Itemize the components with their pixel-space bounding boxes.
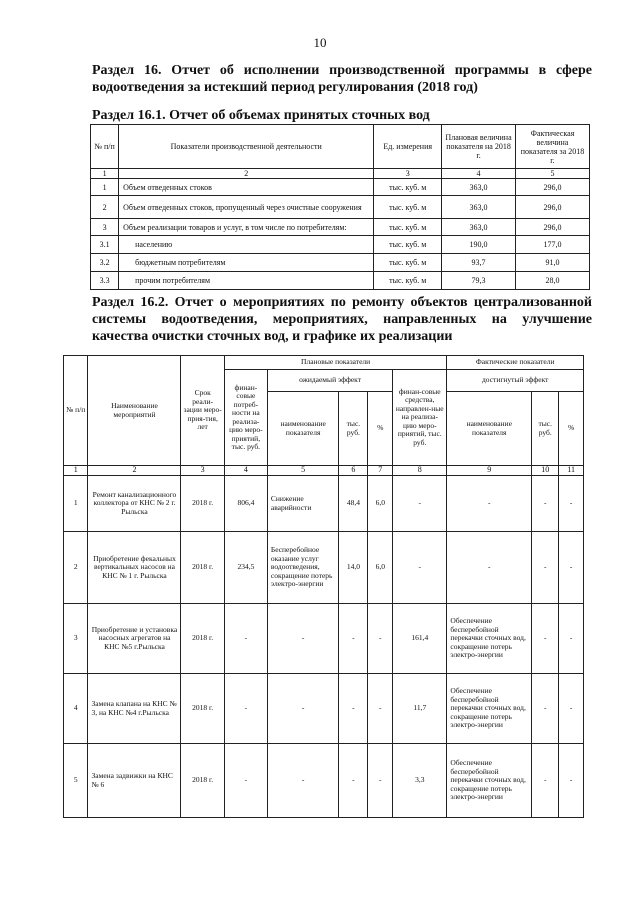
row-number: 3.1	[91, 236, 119, 254]
section-16-1-title: Раздел 16.1. Отчет об объемах принятых сточных вод	[92, 108, 430, 123]
header-fact-rub: тыс. руб.	[532, 392, 559, 466]
row-fact-rub: -	[532, 476, 559, 532]
row-number: 3.3	[91, 272, 119, 290]
column-number: 2	[88, 466, 181, 476]
row-unit: тыс. куб. м	[374, 179, 442, 196]
row-plan-finance: -	[224, 744, 267, 818]
header-measure-name: Наименование мероприятий	[88, 356, 181, 466]
row-number: 3	[91, 219, 119, 236]
column-number: 6	[339, 466, 368, 476]
row-number: 2	[91, 196, 119, 219]
row-fact-percent: -	[559, 532, 584, 604]
header-plan-indicator: наименование показателя	[267, 392, 339, 466]
column-number: 5	[516, 169, 590, 179]
header-number: № п/п	[91, 125, 119, 169]
row-fact-rub: -	[532, 674, 559, 744]
row-fact: 296,0	[516, 219, 590, 236]
table-row	[91, 196, 590, 219]
column-number-row	[64, 466, 584, 476]
header-fact-finance: финан-совые средства, направлен-ные на реализа-цию меро-приятий, тыс. руб.	[393, 370, 447, 466]
section-16-2-title: Раздел 16.2. Отчет о мероприятиях по ремонту объектов централизованной системы водоотведения, мероприятиях, направленных на улучшение качества очистки сточных вод, и графике их реализации	[92, 295, 592, 344]
table-row	[64, 476, 584, 532]
row-plan-indicator: -	[267, 604, 339, 674]
row-plan: 363,0	[442, 219, 516, 236]
column-number: 1	[64, 466, 88, 476]
row-plan: 363,0	[442, 196, 516, 219]
header-expected-effect: ожидаемый эффект	[267, 370, 392, 392]
table-row	[64, 532, 584, 604]
column-number: 11	[559, 466, 584, 476]
row-number: 1	[91, 179, 119, 196]
row-unit: тыс. куб. м	[374, 254, 442, 272]
row-term: 2018 г.	[181, 476, 224, 532]
row-number: 5	[64, 744, 88, 818]
column-number: 1	[91, 169, 119, 179]
row-unit: тыс. куб. м	[374, 196, 442, 219]
row-fact-finance: 11,7	[393, 674, 447, 744]
row-indicator: населению	[119, 236, 374, 254]
table-row	[64, 604, 584, 674]
row-measure-name: Приобретение и установка насосных агрегатов на КНС №5 г.Рыльска	[88, 604, 181, 674]
header-number: № п/п	[64, 356, 88, 466]
row-unit: тыс. куб. м	[374, 272, 442, 290]
row-plan-rub: -	[339, 744, 368, 818]
column-number: 4	[442, 169, 516, 179]
row-fact-indicator: Обеспечение бесперебойной перекачки сточных вод, сокращение потерь электро-энергии	[447, 604, 532, 674]
row-fact-percent: -	[559, 604, 584, 674]
row-number: 2	[64, 532, 88, 604]
row-number: 3	[64, 604, 88, 674]
header-fact: Фактическая величина показателя за 2018 г.	[516, 125, 590, 169]
table-row	[64, 744, 584, 818]
row-unit: тыс. куб. м	[374, 236, 442, 254]
row-fact: 28,0	[516, 272, 590, 290]
repair-measures-table	[63, 355, 584, 818]
column-number-row	[91, 169, 590, 179]
row-fact: 296,0	[516, 179, 590, 196]
row-plan-percent: 6,0	[368, 532, 393, 604]
row-fact-indicator: Обеспечение бесперебойной перекачки сточных вод, сокращение потерь электро-энергии	[447, 744, 532, 818]
table-row	[64, 674, 584, 744]
row-plan-rub: -	[339, 674, 368, 744]
header-fact-indicator: наименование показателя	[447, 392, 532, 466]
column-number: 9	[447, 466, 532, 476]
header-plan: Плановая величина показателя на 2018 г.	[442, 125, 516, 169]
header-actual: Фактические показатели	[447, 356, 584, 370]
row-fact-percent: -	[559, 674, 584, 744]
row-indicator: Объем отведенных стоков	[119, 179, 374, 196]
row-fact: 91,0	[516, 254, 590, 272]
row-plan-rub: 14,0	[339, 532, 368, 604]
table-row	[91, 236, 590, 254]
header-plan-finance: финан-совые потреб-ности на реализа-цию меро-приятий, тыс. руб.	[224, 370, 267, 466]
row-fact-indicator: -	[447, 532, 532, 604]
header-planned: Плановые показатели	[224, 356, 447, 370]
row-measure-name: Замена клапана на КНС № 3, на КНС №4 г.Рыльска	[88, 674, 181, 744]
row-plan-indicator: Бесперебойное оказание услуг водоотведения, сокращение потерь электро-энергии	[267, 532, 339, 604]
row-plan-percent: -	[368, 744, 393, 818]
column-number: 10	[532, 466, 559, 476]
row-measure-name: Ремонт канализационного коллектора от КНС № 2 г. Рыльска	[88, 476, 181, 532]
row-plan: 93,7	[442, 254, 516, 272]
row-measure-name: Замена задвижки на КНС № 6	[88, 744, 181, 818]
row-measure-name: Приобретение фекальных вертикальных насосов на КНС № 1 г. Рыльска	[88, 532, 181, 604]
row-indicator: бюджетным потребителям	[119, 254, 374, 272]
row-fact-rub: -	[532, 532, 559, 604]
row-plan-rub: -	[339, 604, 368, 674]
table-row	[91, 254, 590, 272]
row-fact-percent: -	[559, 744, 584, 818]
row-indicator: прочим потребителям	[119, 272, 374, 290]
row-plan-indicator: -	[267, 674, 339, 744]
row-fact-finance: -	[393, 532, 447, 604]
table-row	[91, 272, 590, 290]
row-number: 3.2	[91, 254, 119, 272]
table-row	[91, 179, 590, 196]
row-fact-rub: -	[532, 604, 559, 674]
header-plan-percent: %	[368, 392, 393, 466]
row-plan-finance: -	[224, 674, 267, 744]
row-term: 2018 г.	[181, 744, 224, 818]
row-term: 2018 г.	[181, 532, 224, 604]
header-term: Срок реали-зации меро-прия-тия, лет	[181, 356, 224, 466]
section-16-title: Раздел 16. Отчет об исполнении производственной программы в сфере водоотведения за истекший период регулирования (2018 год)	[92, 63, 592, 95]
column-number: 3	[374, 169, 442, 179]
row-plan: 363,0	[442, 179, 516, 196]
row-fact-finance: -	[393, 476, 447, 532]
row-fact-indicator: -	[447, 476, 532, 532]
row-plan-indicator: Снижение аварийности	[267, 476, 339, 532]
row-term: 2018 г.	[181, 674, 224, 744]
row-plan-percent: -	[368, 604, 393, 674]
header-plan-rub: тыс. руб.	[339, 392, 368, 466]
row-fact-finance: 161,4	[393, 604, 447, 674]
row-plan-indicator: -	[267, 744, 339, 818]
column-number: 4	[224, 466, 267, 476]
row-plan-finance: -	[224, 604, 267, 674]
column-number: 3	[181, 466, 224, 476]
header-achieved-effect: достигнутый эффект	[447, 370, 584, 392]
row-number: 4	[64, 674, 88, 744]
header-fact-percent: %	[559, 392, 584, 466]
row-plan-percent: 6,0	[368, 476, 393, 532]
row-indicator: Объем отведенных стоков, пропущенный через очистные сооружения	[119, 196, 374, 219]
column-number: 2	[119, 169, 374, 179]
column-number: 5	[267, 466, 339, 476]
row-number: 1	[64, 476, 88, 532]
header-indicator: Показатели производственной деятельности	[119, 125, 374, 169]
row-plan-finance: 806,4	[224, 476, 267, 532]
row-fact-indicator: Обеспечение бесперебойной перекачки сточных вод, сокращение потерь электро-энергии	[447, 674, 532, 744]
row-plan: 79,3	[442, 272, 516, 290]
row-plan: 190,0	[442, 236, 516, 254]
row-plan-percent: -	[368, 674, 393, 744]
row-unit: тыс. куб. м	[374, 219, 442, 236]
row-fact: 296,0	[516, 196, 590, 219]
row-plan-rub: 48,4	[339, 476, 368, 532]
header-unit: Ед. измерения	[374, 125, 442, 169]
row-fact-rub: -	[532, 744, 559, 818]
column-number: 8	[393, 466, 447, 476]
page-number: 10	[313, 35, 327, 50]
row-term: 2018 г.	[181, 604, 224, 674]
row-plan-finance: 234,5	[224, 532, 267, 604]
table-row	[91, 219, 590, 236]
column-number: 7	[368, 466, 393, 476]
wastewater-volumes-table	[90, 124, 590, 290]
row-fact: 177,0	[516, 236, 590, 254]
row-indicator: Объем реализации товаров и услуг, в том числе по потребителям:	[119, 219, 374, 236]
row-fact-percent: -	[559, 476, 584, 532]
row-fact-finance: 3,3	[393, 744, 447, 818]
